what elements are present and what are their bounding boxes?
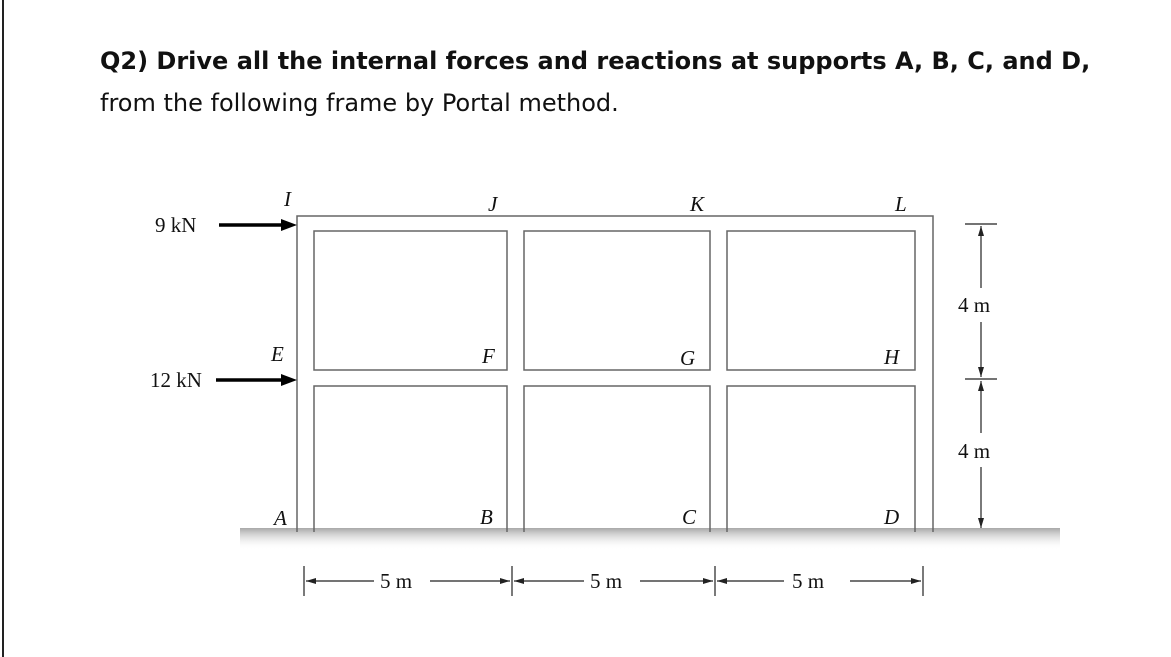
story-lower-arrow-bottom [978, 518, 984, 528]
load-labels [150, 213, 202, 392]
node-label-b: B [480, 505, 493, 529]
middle-load-arrowhead [281, 374, 297, 386]
node-label-g: G [680, 346, 696, 370]
story-lower-dimension-label: 4 m [958, 439, 991, 463]
story-upper-arrow-bottom [978, 367, 984, 377]
question-regular-part: from the following frame by Portal method. [100, 89, 619, 117]
node-label-j: J [488, 192, 498, 216]
opening-lower-bay-1 [314, 386, 507, 532]
opening-upper-bay-1 [314, 231, 507, 370]
bay-3-arrow-left [717, 578, 727, 584]
story-upper-arrow-top [978, 226, 984, 236]
bay-3-arrow-right [911, 578, 921, 584]
bay-2-arrow-left [514, 578, 524, 584]
bay-2-arrow-right [703, 578, 713, 584]
story-lower-arrow-top [978, 381, 984, 391]
node-label-i: I [284, 187, 291, 211]
node-label-f: F [482, 344, 495, 368]
bay-1-dimension-label: 5 m [380, 569, 413, 593]
bay-2-dimension-label: 5 m [590, 569, 623, 593]
bay-3-dimension-label: 5 m [792, 569, 825, 593]
bay-1-arrow-right [500, 578, 510, 584]
load-arrows [216, 219, 297, 386]
top-load-arrowhead [281, 219, 297, 231]
node-label-h: H [884, 345, 900, 369]
ground-shadow [240, 528, 1060, 550]
question-bold-part: Q2) Drive all the internal forces and reactions at supports A, B, C, and D, [100, 47, 1091, 75]
node-label-k: K [690, 192, 705, 216]
story-dimension-labels [958, 293, 990, 463]
node-labels [270, 187, 907, 530]
top-load-label: 9 kN [155, 213, 197, 237]
node-label-c: C [682, 505, 697, 529]
middle-load-label: 12 kN [150, 368, 202, 392]
node-label-e: E [271, 342, 284, 366]
bay-1-arrow-left [306, 578, 316, 584]
node-label-l: L [895, 192, 907, 216]
frame-members [297, 216, 933, 532]
frame-outer-outline [297, 216, 933, 532]
story-upper-dimension-label: 4 m [958, 293, 991, 317]
story-dimensions [965, 224, 997, 528]
node-label-d: D [884, 505, 900, 529]
node-label-a: A [274, 506, 287, 530]
